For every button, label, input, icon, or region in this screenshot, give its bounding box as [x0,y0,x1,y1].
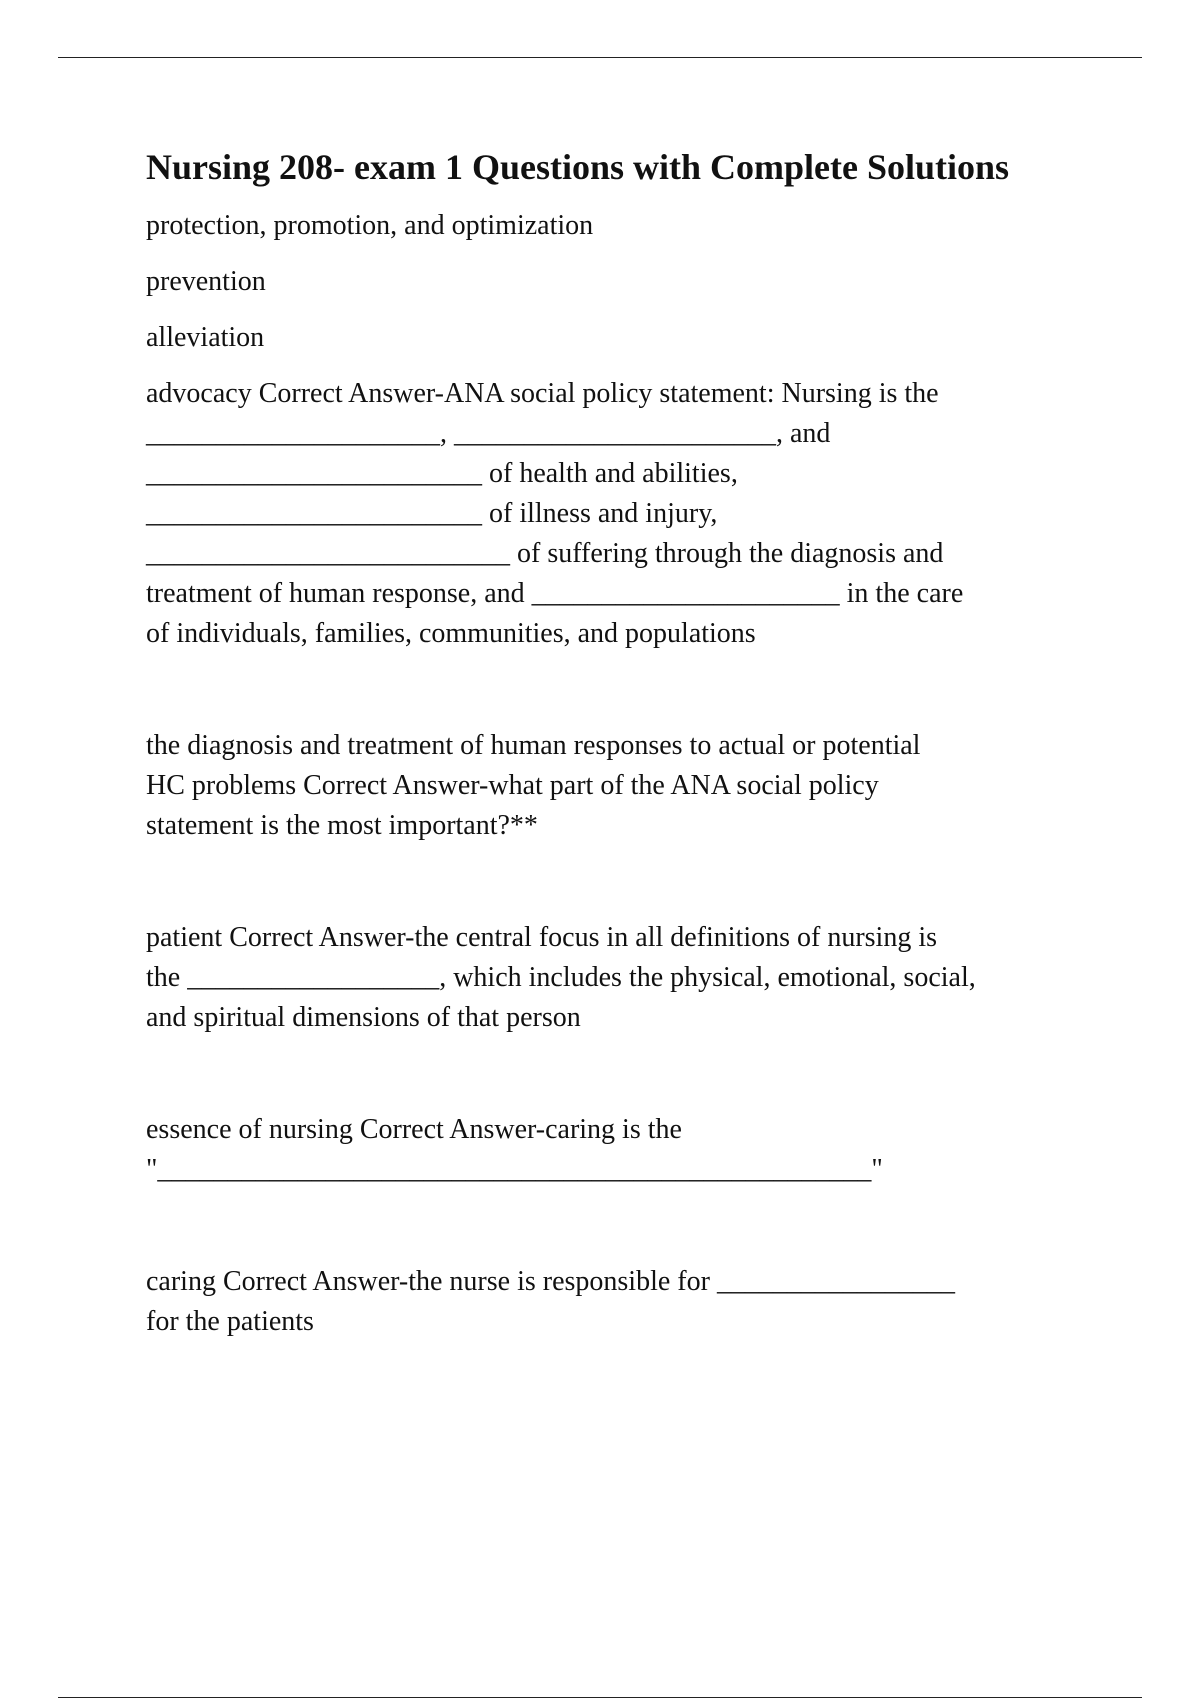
top-rule [58,57,1142,58]
question-3-line: and spiritual dimensions of that person [146,1002,581,1033]
question-2-line: statement is the most important?** [146,810,538,841]
question-1 [146,374,1106,654]
question-4-line: essence of nursing Correct Answer-caring is the [146,1114,682,1145]
intro-answer-1: protection, promotion, and optimization [146,210,594,241]
question-1-line: treatment of human response, and ______________________ in the care [146,578,964,609]
intro-answer-3: alleviation [146,322,265,353]
question-3-line: patient Correct Answer-the central focus in all definitions of nursing is [146,922,938,953]
question-2-line: the diagnosis and treatment of human responses to actual or potential [146,730,921,761]
question-4-line: "___________________________________________________" [146,1154,883,1185]
question-1-line: of individuals, families, communities, and populations [146,618,756,649]
question-1-line: _____________________, _______________________, and [146,418,831,449]
page-title: Nursing 208- exam 1 Questions with Complete Solutions [146,147,1010,187]
bottom-rule [58,1697,1142,1698]
question-3 [146,918,1106,1038]
question-5-line: caring Correct Answer-the nurse is responsible for _________________ [146,1266,955,1297]
question-5 [146,1262,1106,1342]
intro-answer-2: prevention [146,266,266,297]
question-1-line: ________________________ of health and abilities, [146,458,738,489]
question-1-line: ________________________ of illness and injury, [146,498,718,529]
question-1-line: advocacy Correct Answer-ANA social policy statement: Nursing is the [146,378,939,409]
question-2-line: HC problems Correct Answer-what part of the ANA social policy [146,770,879,801]
question-3-line: the __________________, which includes the physical, emotional, social, [146,962,976,993]
question-4 [146,1110,1106,1190]
document-body [146,142,1106,1342]
question-1-line: __________________________ of suffering through the diagnosis and [146,538,944,569]
question-5-line: for the patients [146,1306,314,1337]
question-2 [146,726,1106,846]
